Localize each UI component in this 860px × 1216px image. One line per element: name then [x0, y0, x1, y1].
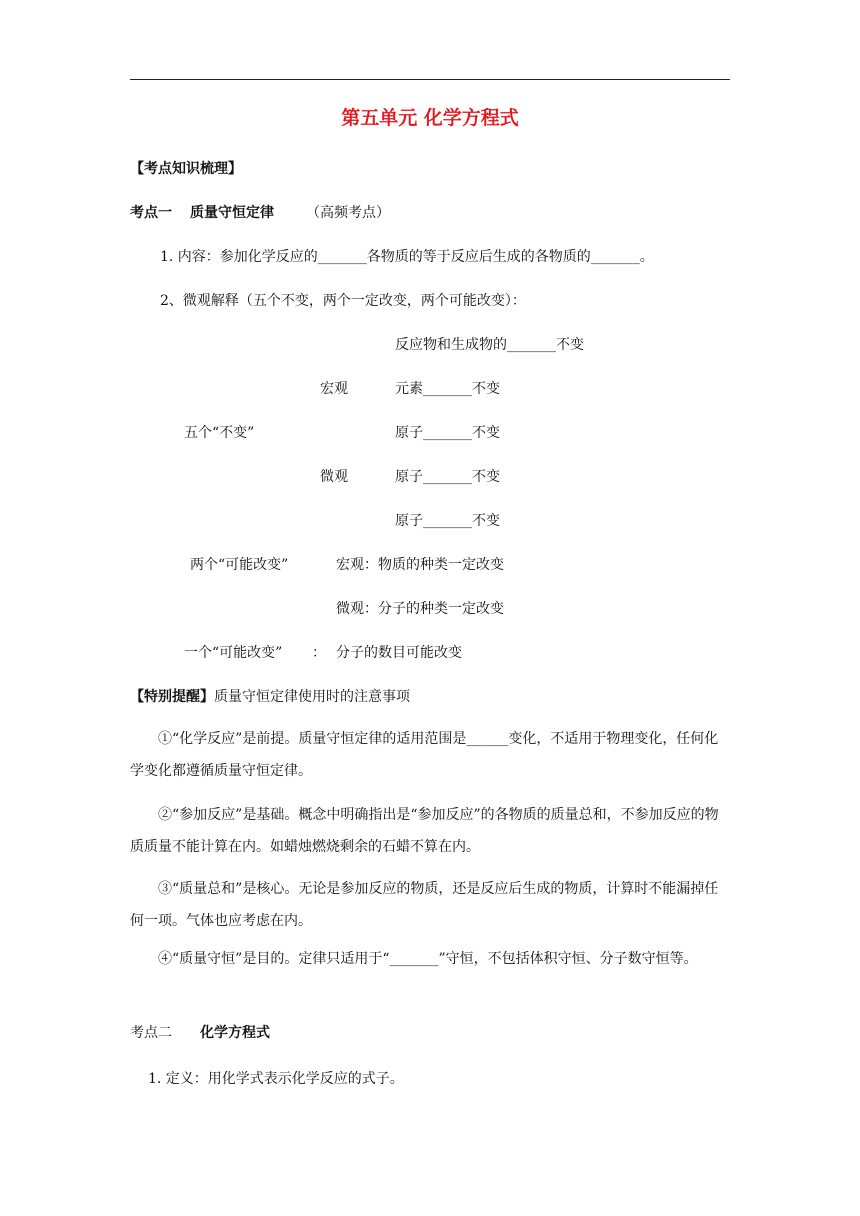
diagram-two-change-macro: 宏观：物质的种类一定改变 [336, 557, 504, 573]
reminder-paragraph-1: ①“化学反应”是前提。质量守恒定律的适用范围是______变化，不适用于物理变化，任何化学变化都遵循质量守恒定律。 [130, 731, 719, 779]
section-header: 【考点知识梳理】 [130, 161, 242, 177]
reminder-paragraph-3: ③“质量总和”是核心。无论是参加反应的物质，还是反应后生成的物质，计算时不能漏掉任何一项。气体也应考虑在内。 [130, 881, 719, 929]
reminder-paragraph-4: ④“质量守恒”是目的。定律只适用于“_______”守恒，不包括体积守恒、分子数守恒等。 [158, 951, 698, 967]
reminder-label: 【特别提醒】 [130, 689, 214, 705]
kp1-label: 考点一 [130, 205, 172, 221]
diagram-line-4: 原子_______不变 [395, 469, 500, 485]
diagram-line-5: 原子_______不变 [395, 513, 500, 529]
diagram-two-change: 两个“可能改变” [190, 557, 289, 573]
kp2-item1: 1. 定义：用化学式表示化学反应的式子。 [148, 1071, 404, 1087]
reminder-paragraph-2: ②“参加反应”是基础。概念中明确指出是“参加反应”的各物质的质量总和，不参加反应的物质质量不能计算在内。如蜡烛燃烧剩余的石蜡不算在内。 [130, 807, 719, 855]
kp1-item2: 2、微观解释（五个不变，两个一定改变，两个可能改变）： [160, 293, 526, 309]
diagram-line-2: 元素_______不变 [395, 381, 500, 397]
kp1-tag: （高频考点） [306, 205, 390, 221]
diagram-macro: 宏观 [320, 381, 348, 397]
diagram-line-1: 反应物和生成物的_______不变 [395, 337, 584, 353]
diagram-line-3: 原子_______不变 [395, 425, 500, 441]
header-rule [130, 79, 730, 80]
page-title: 第五单元 化学方程式 [341, 107, 519, 129]
diagram-one-change-colon: ： [312, 645, 326, 661]
kp2-label: 考点二 [130, 1025, 172, 1041]
diagram-one-change: 一个“可能改变” [184, 645, 283, 661]
kp2-name: 化学方程式 [200, 1025, 270, 1041]
reminder-text: 质量守恒定律使用时的注意事项 [214, 689, 410, 705]
diagram-micro: 微观 [320, 469, 348, 485]
kp1-item1: 1. 内容：参加化学反应的_______各物质的等于反应后生成的各物质的_______。 [160, 249, 654, 265]
diagram-five-unchanged: 五个“不变” [184, 425, 255, 441]
diagram-two-change-micro: 微观：分子的种类一定改变 [336, 601, 504, 617]
reminder-line [130, 687, 410, 707]
diagram-one-change-text: 分子的数目可能改变 [336, 645, 462, 661]
kp1-name: 质量守恒定律 [190, 205, 274, 221]
